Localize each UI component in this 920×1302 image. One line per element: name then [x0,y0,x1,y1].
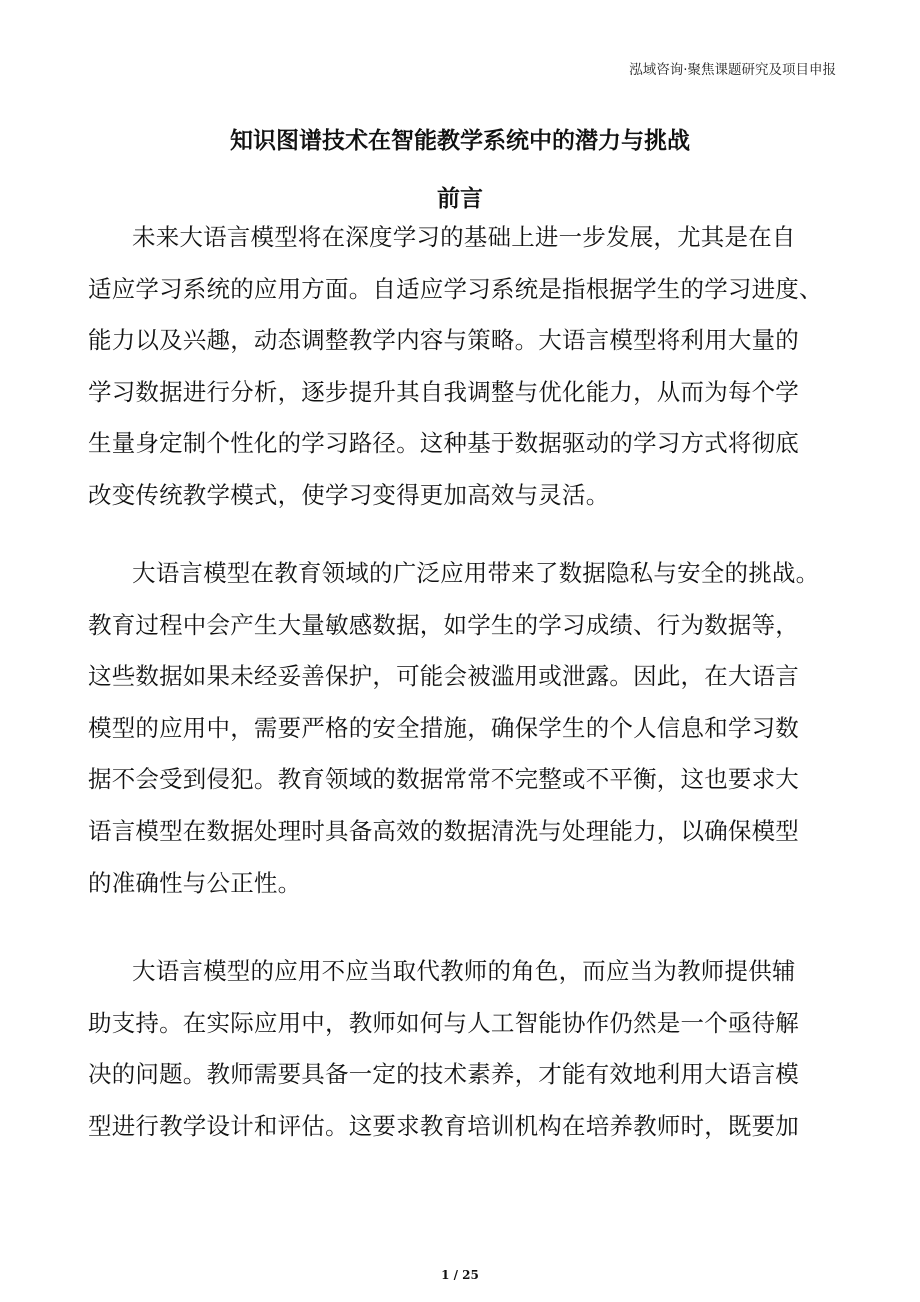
paragraph-line: 的准确性与公正性。 [88,868,302,897]
paragraph-line: 未来大语言模型将在深度学习的基础上进一步发展，尤其是在自 [132,223,796,251]
paragraph-line: 型进行教学设计和评估。这要求教育培训机构在培养教师时，既要加 [88,1111,799,1140]
paragraph-line: 大语言模型的应用不应当取代教师的角色，而应当为教师提供辅 [132,957,796,985]
header-text: 泓域咨询·聚焦课题研究及项目申报 [629,62,836,78]
paragraph-line: 生量身定制个性化的学习路径。这种基于数据驱动的学习方式将彻底 [88,429,799,458]
paragraph-line: 决的问题。教师需要具备一定的技术素养，才能有效地利用大语言模 [88,1060,799,1089]
document-title: 知识图谱技术在智能教学系统中的潜力与挑战 [230,128,690,154]
section-heading: 前言 [437,186,483,212]
paragraph-1 [88,212,848,522]
paragraph-line: 适应学习系统的应用方面。自适应学习系统是指根据学生的学习进度、 [88,274,823,303]
paragraph-3 [88,946,848,1152]
paragraph-line: 语言模型在数据处理时具备高效的数据清洗与处理能力，以确保模型 [88,816,799,845]
paragraph-line: 据不会受到侵犯。教育领域的数据常常不完整或不平衡，这也要求大 [88,765,799,794]
paragraph-line: 能力以及兴趣，动态调整教学内容与策略。大语言模型将利用大量的 [88,326,799,355]
paragraph-line: 这些数据如果未经妥善保护，可能会被滥用或泄露。因此，在大语言 [88,662,799,691]
paragraph-line: 改变传统教学模式，使学习变得更加高效与灵活。 [88,480,610,509]
paragraph-line: 教育过程中会产生大量敏感数据，如学生的学习成绩、行为数据等， [88,610,799,639]
paragraph-line: 助支持。在实际应用中，教师如何与人工智能协作仍然是一个亟待解 [88,1008,799,1037]
paragraph-line: 大语言模型在教育领域的广泛应用带来了数据隐私与安全的挑战。 [132,559,820,587]
paragraph-line: 学习数据进行分析，逐步提升其自我调整与优化能力，从而为每个学 [88,377,799,406]
paragraph-line: 模型的应用中，需要严格的安全措施，确保学生的个人信息和学习数 [88,713,799,742]
paragraph-2 [88,548,848,909]
page-number: 1 / 25 [441,1268,479,1282]
